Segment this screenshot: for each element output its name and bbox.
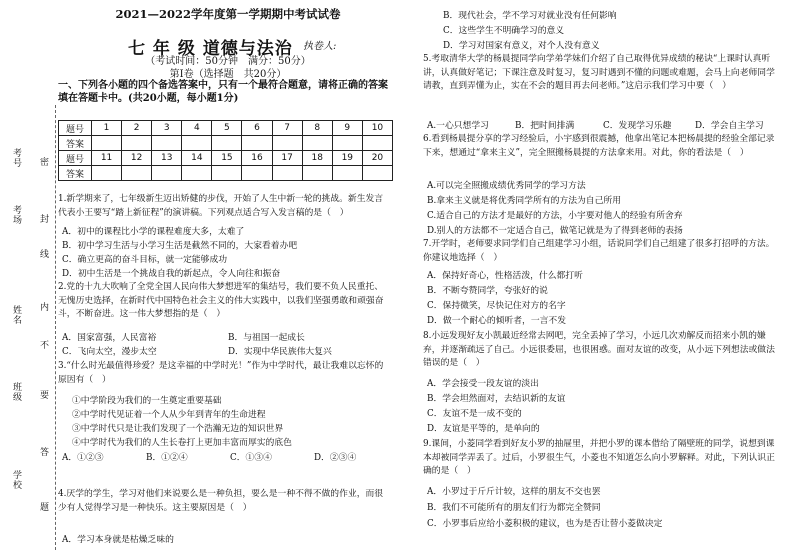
seal-char: 线 xyxy=(40,250,50,260)
question-2: 2.党的十九大吹响了全党全国人民向伟大梦想进军的集结号，我们要不负人民重托、无愧历史选择，在新时代中国特色社会主义的伟大实践中，以我们坚强勇敢和顽强奋斗，不断奋进。这一伟大梦想指的是（ ） xyxy=(58,282,384,319)
q3-option-b[interactable]: B．①②④ xyxy=(146,453,188,463)
q6-option-c[interactable]: C.适合自己的方法才是最好的方法，小宇要对他人的经验有所舍弃 xyxy=(427,211,683,221)
question-5: 5.考取清华大学的杨晨提同学向学弟学妹们介绍了自己取得优异成绩的秘诀“上课时认真听讲，认真做好笔记；下课注意及时复习，复习时遇到不懂的问题或难题，会马上向老师同学请教，直到弄懂为止，实在不会的题目再去问老师。”这启示我们学习中要（ ） xyxy=(423,54,775,91)
grid-cell: 15 xyxy=(212,151,242,166)
q5-option-c[interactable]: C．发现学习乐趣 xyxy=(603,121,672,131)
q3-option-c[interactable]: C．①③④ xyxy=(230,453,272,463)
q7-option-d[interactable]: D．做一个耐心的倾听者，一言不发 xyxy=(427,316,567,326)
q5-option-a[interactable]: A.一心只想学习 xyxy=(427,121,489,131)
q9-option-b[interactable]: B．我们不可能所有的朋友们行为都完全赞同 xyxy=(427,503,601,513)
question-9: 9.课间，小菱同学看到好友小罗的抽屉里，并把小罗的课本借给了隔壁班的同学，说想到课本却被同学弄丢了。过后，小罗很生气，小菱也不知道怎么向小罗解释。对此，下列认识正确的是（ ） xyxy=(423,439,775,476)
answer-cell[interactable] xyxy=(182,166,212,181)
grid-cell: 4 xyxy=(182,121,212,136)
table-row xyxy=(59,151,393,166)
q6-option-d[interactable]: D.别人的方法都不一定适合自己，做笔记就是为了得到老师的表扬 xyxy=(427,226,683,236)
q6-option-a[interactable]: A.可以完全照搬成绩优秀同学的学习方法 xyxy=(427,181,586,191)
grid-cell: 2 xyxy=(122,121,152,136)
q4-option-c[interactable]: C．这些学生不明确学习的意义 xyxy=(443,26,565,36)
q3-statement-4: ④中学时代为我们的人生长卷打上更加丰富而厚实的底色 xyxy=(72,438,292,448)
grid-cell: 17 xyxy=(272,151,302,166)
exam-number-label: 考号 xyxy=(11,148,21,168)
q5-option-d[interactable]: D．学会自主学习 xyxy=(695,121,764,131)
grid-cell: 19 xyxy=(332,151,362,166)
table-row xyxy=(59,121,393,136)
answer-cell[interactable] xyxy=(212,166,242,181)
answer-cell[interactable] xyxy=(122,136,152,151)
answer-cell[interactable] xyxy=(242,136,272,151)
answer-cell[interactable] xyxy=(92,136,122,151)
answer-cell[interactable] xyxy=(152,166,182,181)
answer-cell[interactable] xyxy=(212,136,242,151)
grid-cell: 3 xyxy=(152,121,182,136)
section-instructions: 一、下列各小题的四个备选答案中，只有一个最符合题意，请将正确的答案填在答题卡中。(共20小题，每小题1分) xyxy=(58,80,388,104)
answer-cell[interactable] xyxy=(362,136,392,151)
q3-statement-3: ③中学时代只是让我们发现了一个浩瀚无边的知识世界 xyxy=(72,424,284,434)
q8-option-a[interactable]: A．学会接受一段友谊的淡出 xyxy=(427,379,539,389)
part-heading: 第Ⅰ卷（选择题 共20分） xyxy=(169,69,287,80)
seal-char: 要 xyxy=(40,391,50,401)
q3-option-d[interactable]: D．②③④ xyxy=(314,453,357,463)
q8-option-b[interactable]: B．学会坦然面对，去结识新的友谊 xyxy=(427,394,566,404)
grid-cell: 11 xyxy=(92,151,122,166)
q8-option-c[interactable]: C．友谊不是一成不变的 xyxy=(427,409,522,419)
table-row xyxy=(59,166,393,181)
grid-cell: 7 xyxy=(272,121,302,136)
grid-cell: 10 xyxy=(362,121,392,136)
grid-head: 答案 xyxy=(59,136,92,151)
grid-cell: 6 xyxy=(242,121,272,136)
q4-option-d[interactable]: D．学习对国家有意义，对个人没有意义 xyxy=(443,41,600,51)
answer-cell[interactable] xyxy=(242,166,272,181)
q4-option-a[interactable]: A．学习本身就是枯燥乏味的 xyxy=(62,535,174,545)
seal-char: 内 xyxy=(40,303,50,313)
exam-title: 2021—2022学年度第一学期期中考试试卷 xyxy=(115,7,341,21)
name-label: 姓名 xyxy=(11,305,21,325)
grid-cell: 5 xyxy=(212,121,242,136)
time-score: （考试时间：50分钟 满分：50分） xyxy=(145,56,311,67)
q1-option-c[interactable]: C．确立更高的奋斗目标，就一定能够成功 xyxy=(62,255,228,265)
grid-head: 题号 xyxy=(59,151,92,166)
grid-cell: 8 xyxy=(302,121,332,136)
right-column xyxy=(423,0,785,560)
subject-title: 七 年 级 道德与法治 xyxy=(128,39,293,59)
q3-option-a[interactable]: A．①②③ xyxy=(62,453,104,463)
q3-statement-2: ②中学时代见证着一个人从少年到青年的生命进程 xyxy=(72,410,266,420)
seal-char: 答 xyxy=(40,448,50,458)
cut-line xyxy=(55,105,56,550)
class-label: 班级 xyxy=(11,382,21,402)
q7-option-c[interactable]: C．保持微笑，尽快记住对方的名字 xyxy=(427,301,566,311)
q1-option-b[interactable]: B．初中学习生活与小学习生活是截然不同的，大家看着办吧 xyxy=(62,241,298,251)
grid-cell: 14 xyxy=(182,151,212,166)
answer-cell[interactable] xyxy=(152,136,182,151)
answer-cell[interactable] xyxy=(272,136,302,151)
grid-head: 题号 xyxy=(59,121,92,136)
grid-head: 答案 xyxy=(59,166,92,181)
q4-option-b[interactable]: B．现代社会，学不学习对就业没有任何影响 xyxy=(443,11,617,21)
question-3: 3.“什么时光最值得珍爱？是这幸福的中学时光！”作为中学时代，最让我难以忘怀的原因有（ ） xyxy=(58,361,384,385)
q8-option-d[interactable]: D．友谊是平等的，是单向的 xyxy=(427,424,540,434)
grid-cell: 20 xyxy=(362,151,392,166)
left-column xyxy=(58,0,398,560)
grid-cell: 13 xyxy=(152,151,182,166)
school-label: 学校 xyxy=(11,470,21,490)
answer-cell[interactable] xyxy=(302,136,332,151)
answer-cell[interactable] xyxy=(332,166,362,181)
table-row xyxy=(59,136,393,151)
grid-cell: 1 xyxy=(92,121,122,136)
question-7: 7.开学时，老师要求同学们自己组建学习小组，话说同学们自己组建了很多打招呼的方法。你建议地选择（ ） xyxy=(423,239,775,263)
q1-option-a[interactable]: A．初中的课程比小学的课程难度大多，太难了 xyxy=(62,227,245,237)
answer-cell[interactable] xyxy=(302,166,332,181)
q3-statement-1: ①中学阶段为我们的一生奠定重要基础 xyxy=(72,396,222,406)
q9-option-a[interactable]: A．小罗过于斤斤计较，这样的朋友不交也罢 xyxy=(427,487,601,497)
answer-cell[interactable] xyxy=(92,166,122,181)
question-8: 8.小远发现好友小凯最近经常去网吧，完全丢掉了学习，小远几次劝解反而招来小凯的嫌弃，并逐渐疏远了自己。小远很委屈，也很困惑。面对友谊的改变，从小远下列想法或做法错误的是（ ） xyxy=(423,331,775,368)
q2-option-b[interactable]: B．与祖国一起成长 xyxy=(228,333,305,343)
exam-room-label: 考场 xyxy=(11,205,21,225)
q2-option-c[interactable]: C．飞向太空，漫步太空 xyxy=(62,347,157,357)
q2-option-a[interactable]: A．国家富强，人民富裕 xyxy=(62,333,157,343)
seal-char: 题 xyxy=(40,503,50,513)
q2-option-d[interactable]: D．实现中华民族伟大复兴 xyxy=(228,347,332,357)
seal-char: 不 xyxy=(40,341,50,351)
answer-cell[interactable] xyxy=(182,136,212,151)
grid-cell: 18 xyxy=(302,151,332,166)
q1-option-d[interactable]: D．初中生活是一个挑战自我的新起点，令人向往和振奋 xyxy=(62,269,281,279)
seal-char: 封 xyxy=(40,215,50,225)
q7-option-a[interactable]: A．保持好奇心，性格活泼，什么都打听 xyxy=(427,271,583,281)
question-4: 4.厌学的学生，学习对他们来说要么是一种负担，要么是一种不得不做的作业，而很少有人觉得学习是一种快乐。这主要原因是（ ） xyxy=(58,489,384,513)
q7-option-b[interactable]: B．不断夸赞同学，夸张好的说 xyxy=(427,286,548,296)
answer-cell[interactable] xyxy=(272,166,302,181)
answer-cell[interactable] xyxy=(362,166,392,181)
q6-option-b[interactable]: B.拿来主义就是将优秀同学所有的方法为自己所用 xyxy=(427,196,621,206)
q9-option-c[interactable]: C．小罗事后应给小菱积极的建议，也为是否让替小菱做决定 xyxy=(427,519,663,529)
answer-cell[interactable] xyxy=(122,166,152,181)
examiner-label: 执卷人: xyxy=(303,41,337,52)
answer-grid xyxy=(58,120,393,181)
question-6: 6.看到杨晨提分享的学习经验后，小宇感到很震撼，他拿出笔记本把杨晨提的经验全部记录下来，想通过“拿来主义”，完全照搬杨晨提的方法拿来用。对此，你的看法是（ ） xyxy=(423,134,775,158)
q5-option-b[interactable]: B．把时间排满 xyxy=(515,121,575,131)
grid-cell: 12 xyxy=(122,151,152,166)
grid-cell: 16 xyxy=(242,151,272,166)
seal-char: 密 xyxy=(40,158,50,168)
answer-cell[interactable] xyxy=(332,136,362,151)
question-1: 1.新学期来了，七年级新生迈出矫健的步伐，开始了人生中新一轮的挑战。新生发言代表小王要写“踏上新征程”的演讲稿。下列观点适合写入发言稿的是（ ） xyxy=(58,194,384,218)
grid-cell: 9 xyxy=(332,121,362,136)
